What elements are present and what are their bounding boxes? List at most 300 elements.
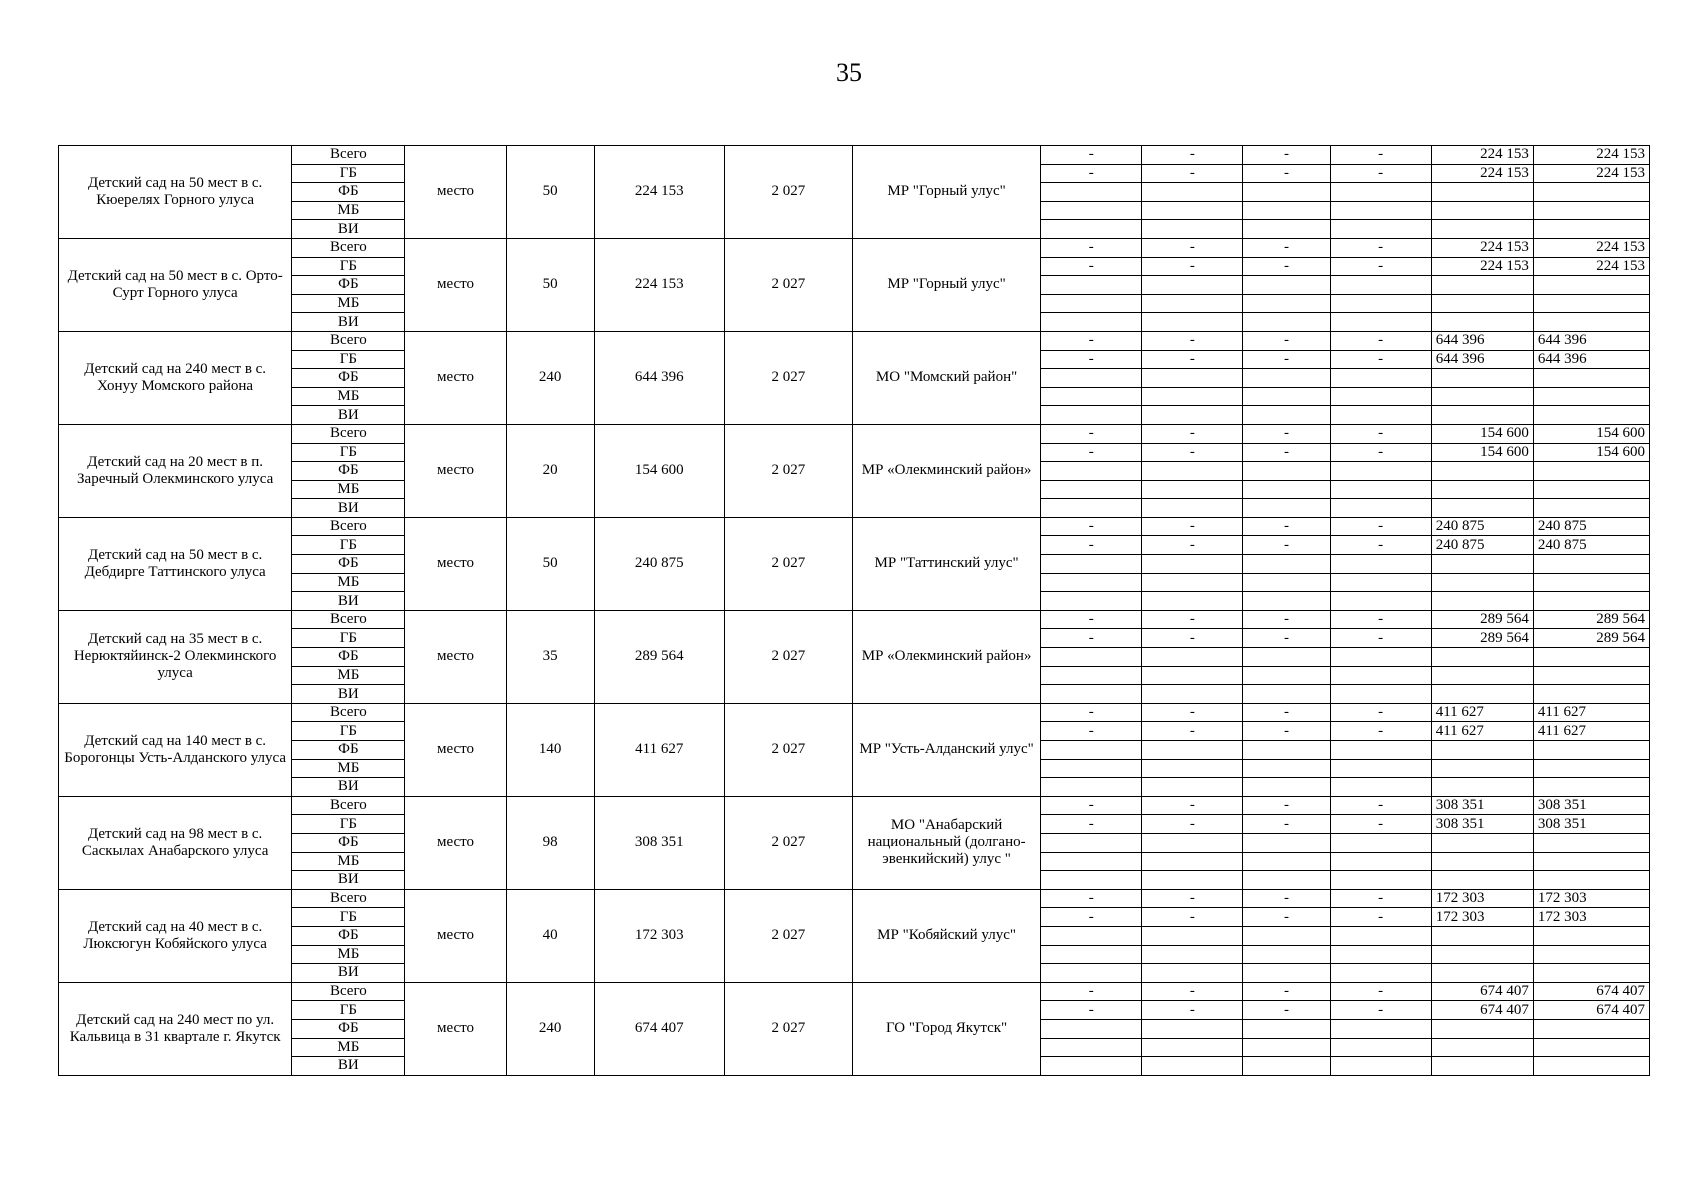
value-cell-5 <box>1431 406 1533 425</box>
value-cell-4 <box>1330 1019 1431 1038</box>
value-cell-1: - <box>1041 1001 1142 1020</box>
year-cell: 2 027 <box>724 889 852 982</box>
value-cell-3 <box>1243 369 1330 388</box>
funding-source-cell: ГБ <box>292 629 405 648</box>
value-cell-2 <box>1142 220 1243 239</box>
funding-source-cell: ФБ <box>292 276 405 295</box>
value-cell-2: - <box>1142 815 1243 834</box>
value-cell-5: 172 303 <box>1431 908 1533 927</box>
capacity-cell: 140 <box>506 703 594 796</box>
year-cell: 2 027 <box>724 982 852 1075</box>
value-cell-1 <box>1041 778 1142 797</box>
value-cell-1: - <box>1041 629 1142 648</box>
value-cell-3 <box>1243 276 1330 295</box>
value-cell-2: - <box>1142 889 1243 908</box>
funding-source-cell: Всего <box>292 331 405 350</box>
value-cell-6 <box>1533 852 1649 871</box>
value-cell-6: 674 407 <box>1533 982 1649 1001</box>
value-cell-3 <box>1243 183 1330 202</box>
value-cell-6: 308 351 <box>1533 815 1649 834</box>
value-cell-3 <box>1243 462 1330 481</box>
value-cell-4 <box>1330 480 1431 499</box>
object-name-cell: Детский сад на 140 мест в с. Борогонцы Усть-Алданского улуса <box>59 703 292 796</box>
value-cell-2 <box>1142 573 1243 592</box>
value-cell-1: - <box>1041 703 1142 722</box>
funding-source-cell: ВИ <box>292 685 405 704</box>
value-cell-2: - <box>1142 146 1243 165</box>
value-cell-1 <box>1041 833 1142 852</box>
value-cell-1: - <box>1041 257 1142 276</box>
value-cell-3 <box>1243 1057 1330 1076</box>
value-cell-5: 674 407 <box>1431 1001 1533 1020</box>
funding-source-cell: МБ <box>292 294 405 313</box>
funding-source-cell: ГБ <box>292 350 405 369</box>
value-cell-5: 154 600 <box>1431 424 1533 443</box>
unit-cell: место <box>405 424 506 517</box>
value-cell-5: 411 627 <box>1431 722 1533 741</box>
value-cell-3: - <box>1243 331 1330 350</box>
value-cell-5: 674 407 <box>1431 982 1533 1001</box>
funding-source-cell: ФБ <box>292 183 405 202</box>
value-cell-3 <box>1243 833 1330 852</box>
value-cell-4 <box>1330 294 1431 313</box>
organization-cell: МР "Таттинский улус" <box>852 517 1040 610</box>
value-cell-2 <box>1142 387 1243 406</box>
value-cell-2: - <box>1142 610 1243 629</box>
object-name-cell: Детский сад на 240 мест в с. Хонуу Момского района <box>59 331 292 424</box>
value-cell-6: 674 407 <box>1533 1001 1649 1020</box>
value-cell-6: 154 600 <box>1533 424 1649 443</box>
value-cell-1: - <box>1041 815 1142 834</box>
value-cell-6 <box>1533 648 1649 667</box>
value-cell-3 <box>1243 778 1330 797</box>
value-cell-1 <box>1041 945 1142 964</box>
value-cell-1 <box>1041 1019 1142 1038</box>
value-cell-3: - <box>1243 815 1330 834</box>
value-cell-6 <box>1533 685 1649 704</box>
value-cell-1 <box>1041 406 1142 425</box>
value-cell-4: - <box>1330 331 1431 350</box>
value-cell-2: - <box>1142 350 1243 369</box>
year-cell: 2 027 <box>724 796 852 889</box>
value-cell-1: - <box>1041 796 1142 815</box>
value-cell-6 <box>1533 592 1649 611</box>
value-cell-3: - <box>1243 350 1330 369</box>
value-cell-4: - <box>1330 443 1431 462</box>
object-name-cell: Детский сад на 20 мест в п. Заречный Олекминского улуса <box>59 424 292 517</box>
value-cell-6 <box>1533 926 1649 945</box>
value-cell-6: 154 600 <box>1533 443 1649 462</box>
value-cell-3: - <box>1243 517 1330 536</box>
cost-cell: 224 153 <box>594 146 724 239</box>
value-cell-5: 289 564 <box>1431 629 1533 648</box>
value-cell-1 <box>1041 592 1142 611</box>
value-cell-5 <box>1431 852 1533 871</box>
value-cell-3: - <box>1243 610 1330 629</box>
value-cell-5: 289 564 <box>1431 610 1533 629</box>
value-cell-1 <box>1041 462 1142 481</box>
value-cell-4: - <box>1330 982 1431 1001</box>
value-cell-5 <box>1431 555 1533 574</box>
cost-cell: 289 564 <box>594 610 724 703</box>
value-cell-6: 224 153 <box>1533 146 1649 165</box>
value-cell-2: - <box>1142 1001 1243 1020</box>
cost-cell: 308 351 <box>594 796 724 889</box>
value-cell-6 <box>1533 778 1649 797</box>
funding-source-cell: ГБ <box>292 257 405 276</box>
unit-cell: место <box>405 796 506 889</box>
table-row <box>59 146 1650 165</box>
funding-source-cell: ФБ <box>292 369 405 388</box>
table-row <box>59 610 1650 629</box>
value-cell-4 <box>1330 573 1431 592</box>
value-cell-3 <box>1243 852 1330 871</box>
value-cell-1 <box>1041 964 1142 983</box>
value-cell-5 <box>1431 926 1533 945</box>
value-cell-4: - <box>1330 889 1431 908</box>
value-cell-2 <box>1142 778 1243 797</box>
value-cell-5 <box>1431 480 1533 499</box>
value-cell-5 <box>1431 313 1533 332</box>
value-cell-2 <box>1142 592 1243 611</box>
value-cell-6: 224 153 <box>1533 257 1649 276</box>
value-cell-6: 289 564 <box>1533 610 1649 629</box>
unit-cell: место <box>405 331 506 424</box>
value-cell-5 <box>1431 592 1533 611</box>
value-cell-3: - <box>1243 629 1330 648</box>
value-cell-2 <box>1142 294 1243 313</box>
value-cell-3 <box>1243 573 1330 592</box>
funding-source-cell: ВИ <box>292 499 405 518</box>
value-cell-4: - <box>1330 257 1431 276</box>
value-cell-3 <box>1243 406 1330 425</box>
value-cell-3: - <box>1243 908 1330 927</box>
year-cell: 2 027 <box>724 146 852 239</box>
value-cell-6 <box>1533 666 1649 685</box>
value-cell-2: - <box>1142 257 1243 276</box>
value-cell-4: - <box>1330 164 1431 183</box>
value-cell-1 <box>1041 666 1142 685</box>
value-cell-2 <box>1142 499 1243 518</box>
value-cell-1 <box>1041 220 1142 239</box>
funding-source-cell: ГБ <box>292 164 405 183</box>
value-cell-4: - <box>1330 722 1431 741</box>
value-cell-5: 154 600 <box>1431 443 1533 462</box>
value-cell-6 <box>1533 833 1649 852</box>
funding-source-cell: ФБ <box>292 555 405 574</box>
value-cell-6: 240 875 <box>1533 536 1649 555</box>
value-cell-1: - <box>1041 610 1142 629</box>
value-cell-3 <box>1243 1038 1330 1057</box>
value-cell-3: - <box>1243 722 1330 741</box>
value-cell-1: - <box>1041 443 1142 462</box>
value-cell-1 <box>1041 201 1142 220</box>
value-cell-4: - <box>1330 703 1431 722</box>
value-cell-5: 240 875 <box>1431 536 1533 555</box>
funding-source-cell: МБ <box>292 666 405 685</box>
value-cell-2: - <box>1142 629 1243 648</box>
value-cell-5 <box>1431 369 1533 388</box>
organization-cell: МР "Кобяйский улус" <box>852 889 1040 982</box>
value-cell-3 <box>1243 926 1330 945</box>
value-cell-4: - <box>1330 238 1431 257</box>
value-cell-2: - <box>1142 536 1243 555</box>
value-cell-6 <box>1533 573 1649 592</box>
value-cell-3: - <box>1243 443 1330 462</box>
value-cell-5 <box>1431 1038 1533 1057</box>
value-cell-1 <box>1041 741 1142 760</box>
funding-source-cell: ВИ <box>292 964 405 983</box>
funding-source-cell: ГБ <box>292 536 405 555</box>
value-cell-1 <box>1041 1038 1142 1057</box>
year-cell: 2 027 <box>724 424 852 517</box>
object-name-cell: Детский сад на 50 мест в с. Кюерелях Горного улуса <box>59 146 292 239</box>
value-cell-2: - <box>1142 331 1243 350</box>
value-cell-4: - <box>1330 517 1431 536</box>
value-cell-5 <box>1431 462 1533 481</box>
value-cell-2 <box>1142 369 1243 388</box>
value-cell-1 <box>1041 183 1142 202</box>
organization-cell: МР "Усть-Алданский улус" <box>852 703 1040 796</box>
value-cell-6: 411 627 <box>1533 703 1649 722</box>
value-cell-2: - <box>1142 164 1243 183</box>
value-cell-2: - <box>1142 982 1243 1001</box>
value-cell-2 <box>1142 313 1243 332</box>
funding-source-cell: ФБ <box>292 741 405 760</box>
value-cell-6 <box>1533 759 1649 778</box>
value-cell-4 <box>1330 220 1431 239</box>
value-cell-5: 224 153 <box>1431 146 1533 165</box>
value-cell-2: - <box>1142 796 1243 815</box>
value-cell-2 <box>1142 201 1243 220</box>
funding-source-cell: ВИ <box>292 220 405 239</box>
value-cell-1 <box>1041 480 1142 499</box>
funding-source-cell: ВИ <box>292 592 405 611</box>
value-cell-2 <box>1142 926 1243 945</box>
funding-source-cell: ФБ <box>292 926 405 945</box>
capacity-cell: 50 <box>506 238 594 331</box>
value-cell-3 <box>1243 945 1330 964</box>
page-number: 35 <box>836 58 862 87</box>
value-cell-2 <box>1142 685 1243 704</box>
value-cell-1: - <box>1041 238 1142 257</box>
value-cell-4: - <box>1330 908 1431 927</box>
value-cell-3: - <box>1243 889 1330 908</box>
value-cell-4 <box>1330 183 1431 202</box>
value-cell-1 <box>1041 852 1142 871</box>
unit-cell: место <box>405 610 506 703</box>
value-cell-2 <box>1142 406 1243 425</box>
value-cell-4 <box>1330 964 1431 983</box>
value-cell-3 <box>1243 294 1330 313</box>
value-cell-2 <box>1142 1057 1243 1076</box>
value-cell-2 <box>1142 964 1243 983</box>
value-cell-1 <box>1041 573 1142 592</box>
value-cell-4 <box>1330 313 1431 332</box>
value-cell-4 <box>1330 648 1431 667</box>
value-cell-5: 224 153 <box>1431 257 1533 276</box>
table-row <box>59 517 1650 536</box>
value-cell-1: - <box>1041 331 1142 350</box>
value-cell-4 <box>1330 685 1431 704</box>
value-cell-2 <box>1142 1019 1243 1038</box>
value-cell-1: - <box>1041 350 1142 369</box>
value-cell-6 <box>1533 313 1649 332</box>
value-cell-2 <box>1142 462 1243 481</box>
value-cell-4 <box>1330 778 1431 797</box>
value-cell-4: - <box>1330 424 1431 443</box>
value-cell-4 <box>1330 592 1431 611</box>
funding-source-cell: ВИ <box>292 313 405 332</box>
value-cell-4 <box>1330 759 1431 778</box>
value-cell-5 <box>1431 685 1533 704</box>
organization-cell: МР "Горный улус" <box>852 146 1040 239</box>
value-cell-3 <box>1243 685 1330 704</box>
value-cell-6: 411 627 <box>1533 722 1649 741</box>
value-cell-3 <box>1243 759 1330 778</box>
table-row <box>59 796 1650 815</box>
value-cell-3: - <box>1243 1001 1330 1020</box>
value-cell-4 <box>1330 369 1431 388</box>
organization-cell: МО "Анабарский национальный (долгано-эвенкийский) улус " <box>852 796 1040 889</box>
funding-source-cell: МБ <box>292 573 405 592</box>
value-cell-3 <box>1243 480 1330 499</box>
value-cell-5 <box>1431 1019 1533 1038</box>
table-body <box>59 146 1650 1076</box>
value-cell-5: 411 627 <box>1431 703 1533 722</box>
value-cell-1 <box>1041 276 1142 295</box>
value-cell-1 <box>1041 294 1142 313</box>
value-cell-2: - <box>1142 722 1243 741</box>
value-cell-2 <box>1142 648 1243 667</box>
value-cell-4: - <box>1330 146 1431 165</box>
cost-cell: 411 627 <box>594 703 724 796</box>
cost-cell: 674 407 <box>594 982 724 1075</box>
unit-cell: место <box>405 517 506 610</box>
value-cell-6 <box>1533 369 1649 388</box>
value-cell-5 <box>1431 666 1533 685</box>
value-cell-1 <box>1041 648 1142 667</box>
value-cell-4 <box>1330 666 1431 685</box>
value-cell-2: - <box>1142 908 1243 927</box>
capacity-cell: 35 <box>506 610 594 703</box>
value-cell-1: - <box>1041 889 1142 908</box>
value-cell-5: 644 396 <box>1431 350 1533 369</box>
value-cell-6: 644 396 <box>1533 331 1649 350</box>
funding-source-cell: ГБ <box>292 1001 405 1020</box>
value-cell-1: - <box>1041 146 1142 165</box>
value-cell-5 <box>1431 201 1533 220</box>
value-cell-2 <box>1142 276 1243 295</box>
value-cell-3: - <box>1243 257 1330 276</box>
value-cell-3 <box>1243 220 1330 239</box>
object-name-cell: Детский сад на 50 мест в с. Орто-Сурт Горного улуса <box>59 238 292 331</box>
value-cell-3 <box>1243 666 1330 685</box>
value-cell-3 <box>1243 871 1330 890</box>
object-name-cell: Детский сад на 35 мест в с. Нерюктяйинск-2 Олекминского улуса <box>59 610 292 703</box>
value-cell-5 <box>1431 964 1533 983</box>
value-cell-6 <box>1533 964 1649 983</box>
object-name-cell: Детский сад на 40 мест в с. Люксюгун Кобяйского улуса <box>59 889 292 982</box>
value-cell-3: - <box>1243 238 1330 257</box>
value-cell-6 <box>1533 1019 1649 1038</box>
funding-source-cell: ФБ <box>292 462 405 481</box>
funding-source-cell: ГБ <box>292 722 405 741</box>
funding-source-cell: Всего <box>292 889 405 908</box>
value-cell-6 <box>1533 462 1649 481</box>
capacity-cell: 40 <box>506 889 594 982</box>
value-cell-1 <box>1041 926 1142 945</box>
value-cell-3 <box>1243 313 1330 332</box>
value-cell-4 <box>1330 1038 1431 1057</box>
value-cell-4 <box>1330 871 1431 890</box>
value-cell-3 <box>1243 201 1330 220</box>
value-cell-2 <box>1142 1038 1243 1057</box>
value-cell-6: 289 564 <box>1533 629 1649 648</box>
value-cell-1 <box>1041 499 1142 518</box>
funding-source-cell: Всего <box>292 517 405 536</box>
year-cell: 2 027 <box>724 703 852 796</box>
funding-source-cell: ВИ <box>292 871 405 890</box>
value-cell-1 <box>1041 313 1142 332</box>
value-cell-2 <box>1142 852 1243 871</box>
unit-cell: место <box>405 982 506 1075</box>
value-cell-1 <box>1041 685 1142 704</box>
table-row <box>59 982 1650 1001</box>
value-cell-4 <box>1330 276 1431 295</box>
value-cell-2: - <box>1142 238 1243 257</box>
value-cell-5 <box>1431 648 1533 667</box>
value-cell-6 <box>1533 1057 1649 1076</box>
value-cell-5: 308 351 <box>1431 796 1533 815</box>
value-cell-5: 644 396 <box>1431 331 1533 350</box>
value-cell-4 <box>1330 406 1431 425</box>
funding-source-cell: Всего <box>292 703 405 722</box>
funding-source-cell: ФБ <box>292 1019 405 1038</box>
value-cell-5 <box>1431 499 1533 518</box>
value-cell-6: 224 153 <box>1533 164 1649 183</box>
value-cell-6 <box>1533 276 1649 295</box>
funding-source-cell: МБ <box>292 759 405 778</box>
value-cell-1 <box>1041 871 1142 890</box>
value-cell-2: - <box>1142 703 1243 722</box>
value-cell-5 <box>1431 183 1533 202</box>
value-cell-2 <box>1142 833 1243 852</box>
value-cell-2 <box>1142 480 1243 499</box>
funding-source-cell: Всего <box>292 146 405 165</box>
value-cell-6 <box>1533 1038 1649 1057</box>
value-cell-3 <box>1243 1019 1330 1038</box>
capacity-cell: 240 <box>506 331 594 424</box>
value-cell-4 <box>1330 1057 1431 1076</box>
value-cell-1 <box>1041 369 1142 388</box>
value-cell-2: - <box>1142 443 1243 462</box>
value-cell-6: 172 303 <box>1533 889 1649 908</box>
value-cell-3 <box>1243 499 1330 518</box>
value-cell-6 <box>1533 555 1649 574</box>
organization-cell: МО "Момский район" <box>852 331 1040 424</box>
value-cell-4 <box>1330 387 1431 406</box>
funding-source-cell: ФБ <box>292 833 405 852</box>
value-cell-3: - <box>1243 796 1330 815</box>
year-cell: 2 027 <box>724 238 852 331</box>
value-cell-2 <box>1142 871 1243 890</box>
capacity-cell: 20 <box>506 424 594 517</box>
value-cell-1: - <box>1041 517 1142 536</box>
value-cell-6 <box>1533 406 1649 425</box>
organization-cell: МР «Олекминский район» <box>852 424 1040 517</box>
value-cell-5 <box>1431 871 1533 890</box>
